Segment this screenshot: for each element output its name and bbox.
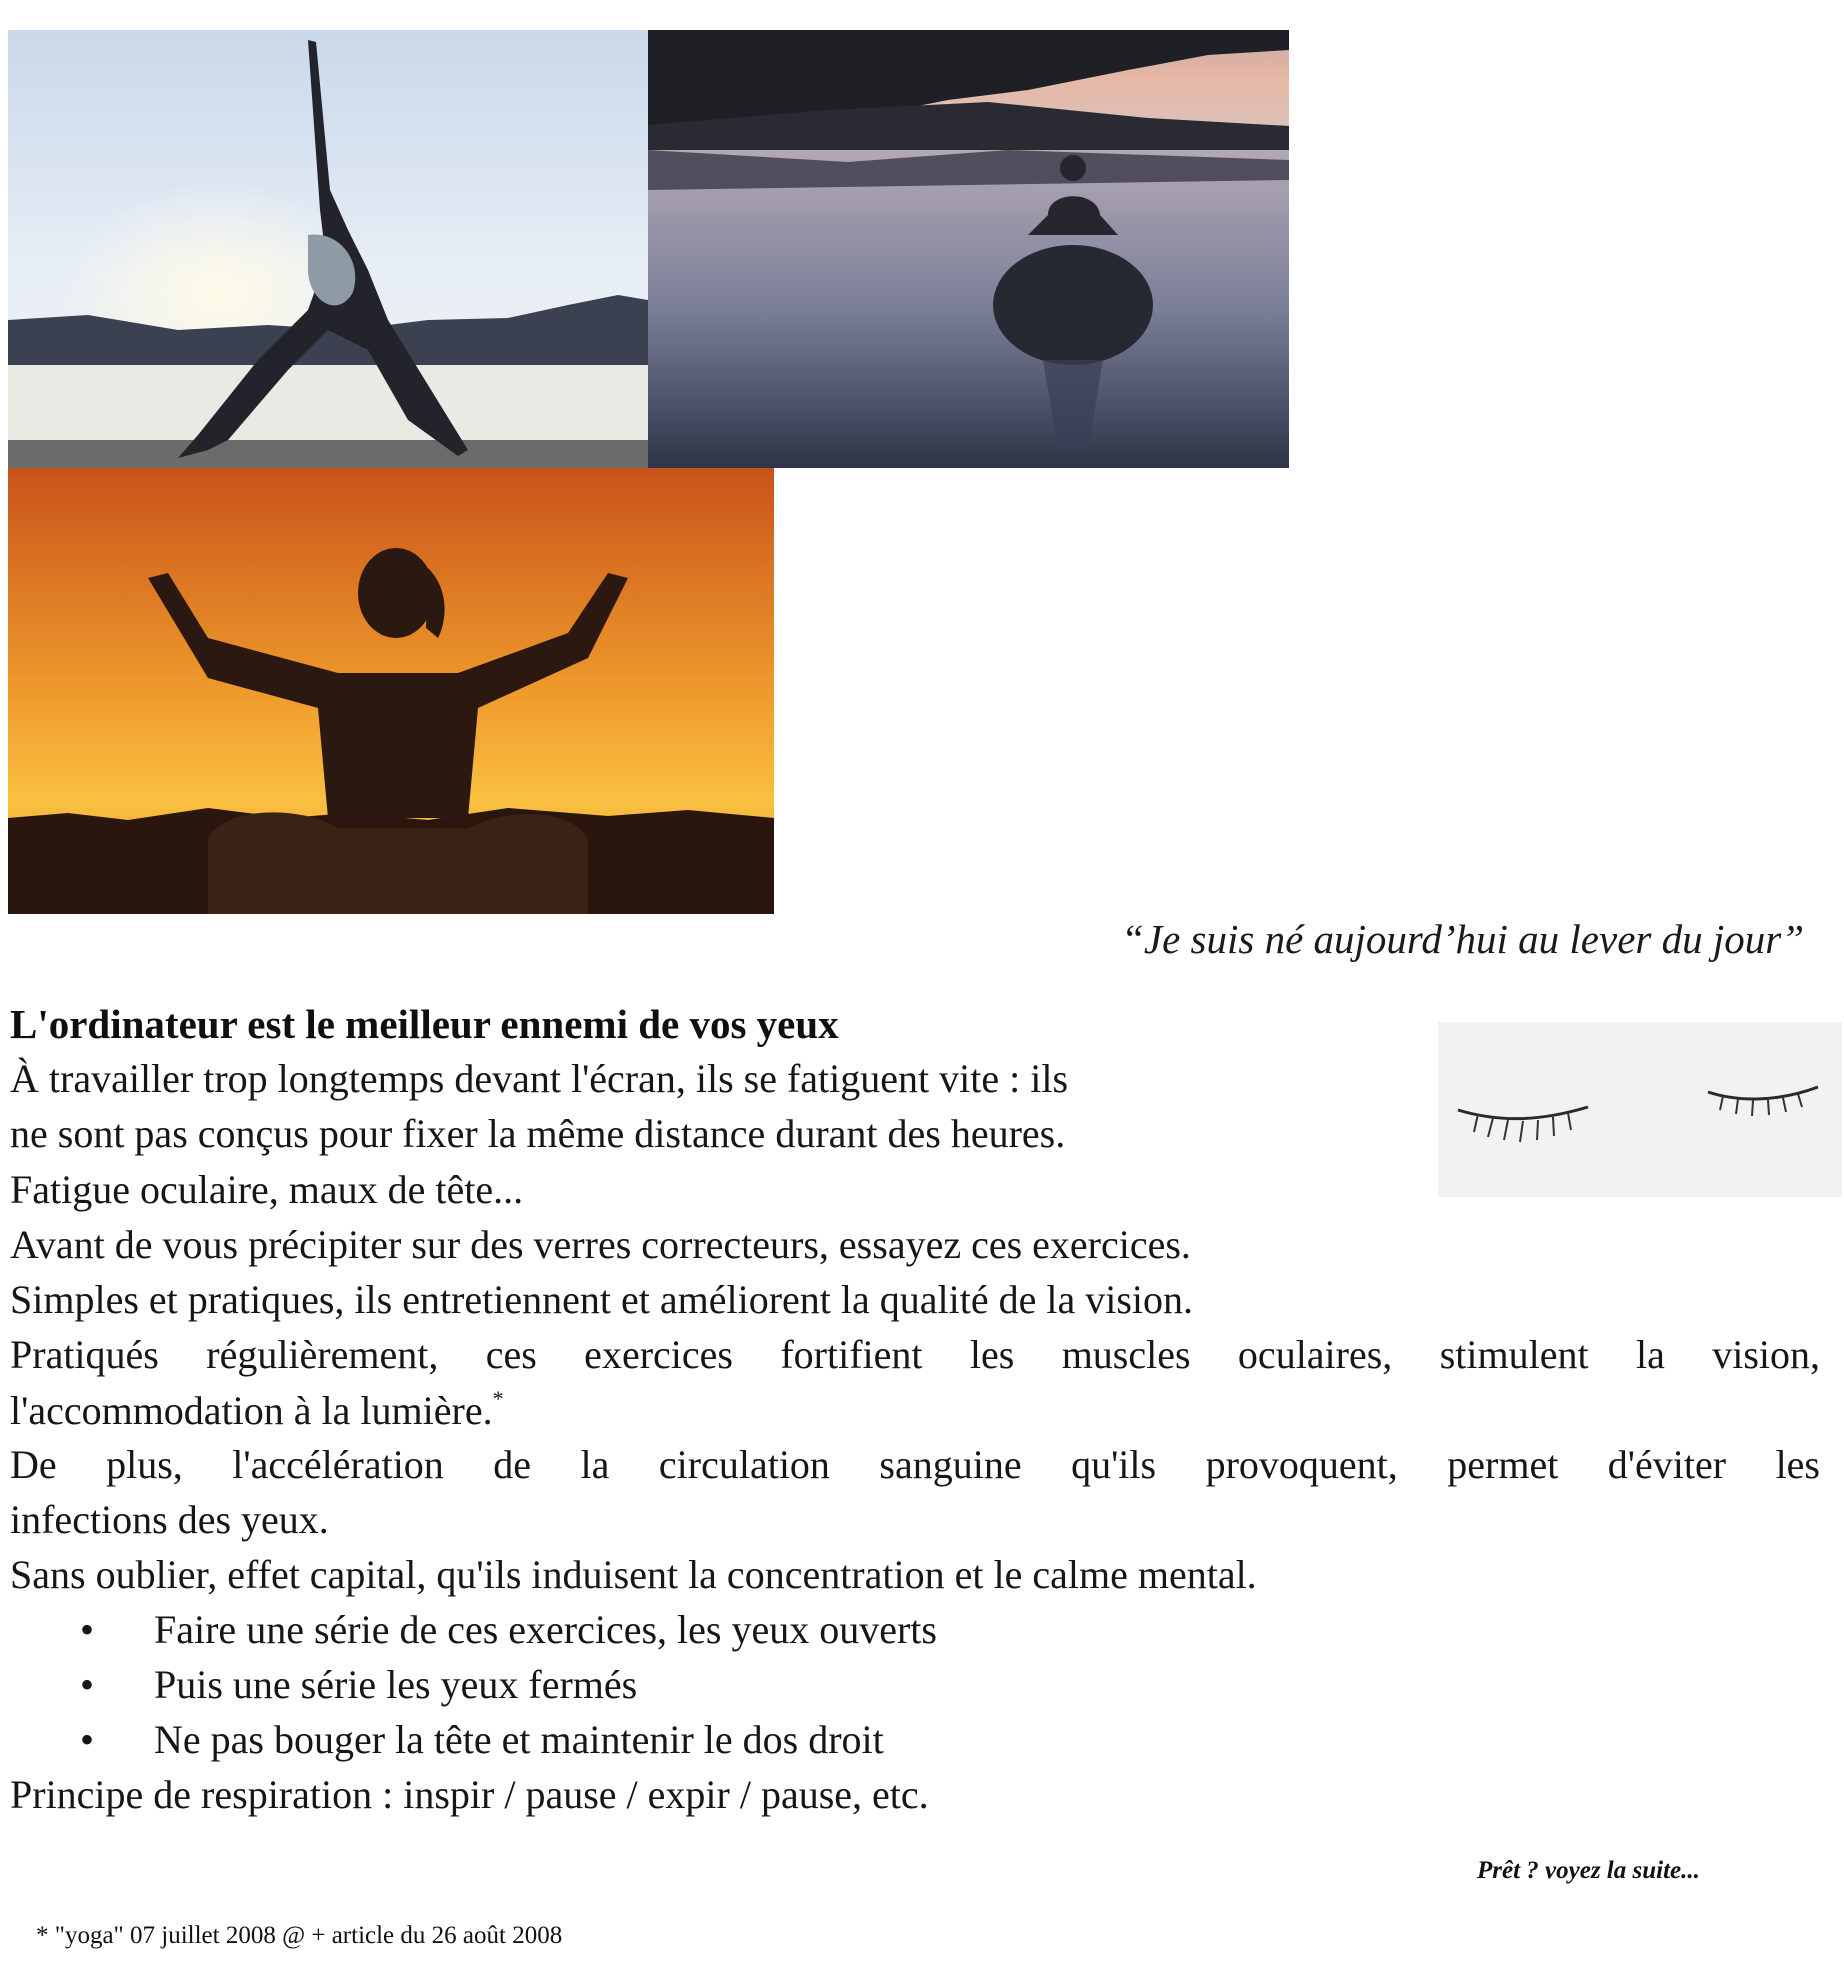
- paragraph-line: Fatigue oculaire, maux de tête...: [10, 1167, 524, 1212]
- bullet-icon: •: [80, 1607, 95, 1652]
- list-item: [80, 1661, 637, 1708]
- paragraph-line: ne sont pas conçus pour fixer la même distance durant des heures.: [10, 1111, 1066, 1156]
- paragraph-line: Pratiqués régulièrement, ces exercices fortifient les muscles oculaires, stimulent la vision,: [10, 1332, 1820, 1377]
- continue-prompt: Prêt ? voyez la suite...: [1477, 1857, 1700, 1884]
- sunset-meditation-photo: [8, 468, 774, 914]
- breathing-principle: Principe de respiration : inspir / pause / expir / pause, etc.: [10, 1772, 929, 1817]
- closed-eyes-photo: [1438, 1022, 1842, 1197]
- paragraph-line: Sans oublier, effet capital, qu'ils induisent la concentration et le calme mental.: [10, 1552, 1257, 1597]
- bullet-icon: •: [80, 1662, 95, 1707]
- list-item: [80, 1716, 884, 1763]
- article-title: L'ordinateur est le meilleur ennemi de vos yeux: [10, 1001, 839, 1047]
- footnote: * "yoga" 07 juillet 2008 @ + article du 26 août 2008: [36, 1922, 563, 1949]
- paragraph-line-text: l'accommodation à la lumière.: [10, 1388, 493, 1433]
- lake-meditation-photo: [648, 30, 1289, 468]
- list-item: [80, 1606, 937, 1653]
- paragraph-line: [10, 1386, 504, 1434]
- list-item-text: Faire une série de ces exercices, les yeux ouverts: [154, 1607, 937, 1652]
- paragraph-line: infections des yeux.: [10, 1497, 329, 1542]
- list-item-text: Ne pas bouger la tête et maintenir le dos droit: [154, 1717, 884, 1762]
- paragraph-line: Avant de vous précipiter sur des verres correcteurs, essayez ces exercices.: [10, 1222, 1191, 1267]
- yoga-pose-photo: [8, 30, 648, 468]
- list-item-text: Puis une série les yeux fermés: [154, 1662, 638, 1707]
- quote: “Je suis né aujourd’hui au lever du jour”: [1121, 916, 1804, 962]
- bullet-icon: •: [80, 1717, 95, 1762]
- footnote-marker: *: [492, 1386, 504, 1411]
- paragraph-line: À travailler trop longtemps devant l'écran, ils se fatiguent vite : ils: [10, 1056, 1069, 1101]
- paragraph-line: De plus, l'accélération de la circulation sanguine qu'ils provoquent, permet d'éviter les: [10, 1442, 1820, 1487]
- paragraph-line: Simples et pratiques, ils entretiennent et améliorent la qualité de la vision.: [10, 1277, 1194, 1322]
